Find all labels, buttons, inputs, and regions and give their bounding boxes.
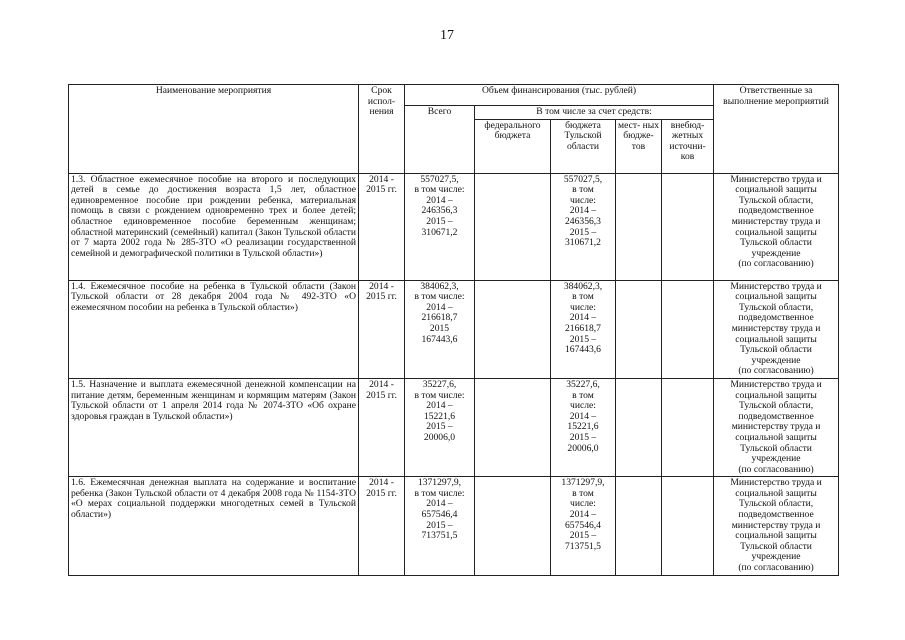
cell-responsible: Министерство труда и социальной защиты Тульской области, подведомственное министерству труда и социальной защиты Тульской области учреждение (по согласованию): [714, 477, 839, 575]
cell-extra: [662, 477, 714, 575]
cell-regional: 35227,6, в том числе: 2014 – 15221,6 2015 – 20006,0: [551, 378, 616, 476]
cell-local: [616, 280, 662, 378]
cell-extra: [662, 173, 714, 280]
cell-responsible: Министерство труда и социальной защиты Тульской области, подведомственное министерству труда и социальной защиты Тульской области учреждение (по согласованию): [714, 173, 839, 280]
header-extra: внебюд- жетных источни- ков: [662, 119, 714, 173]
cell-term: 2014 - 2015 гг.: [359, 477, 405, 575]
header-responsible: Ответственные за выполнение мероприятий: [714, 85, 839, 174]
cell-regional: 384062,3, в том числе: 2014 – 216618,7 2015 – 167443,6: [551, 280, 616, 378]
header-total: Всего: [405, 106, 475, 174]
header-funding: Объем финансирования (тыс. рублей): [405, 85, 714, 106]
cell-federal: [475, 378, 551, 476]
header-term: Срок испол- нения: [359, 85, 405, 174]
table-row: [69, 378, 839, 476]
cell-responsible: Министерство труда и социальной защиты Тульской области, подведомственное министерству труда и социальной защиты Тульской области учреждение (по согласованию): [714, 280, 839, 378]
cell-extra: [662, 378, 714, 476]
table-row: [69, 173, 839, 280]
cell-term: 2014 - 2015 гг.: [359, 280, 405, 378]
cell-federal: [475, 173, 551, 280]
cell-total: 557027,5, в том числе: 2014 – 246356,3 2015 – 310671,2: [405, 173, 475, 280]
cell-regional: 1371297,9, в том числе: 2014 – 657546,4 2015 – 713751,5: [551, 477, 616, 575]
cell-name: 1.4. Ежемесячное пособие на ребенка в Тульской области (Закон Тульской области от 28 декабря 2004 года № 492-ЗТО «О ежемесячном пособии на ребенка в Тульской области»): [69, 280, 359, 378]
cell-name: 1.5. Назначение и выплата ежемесячной денежной компенсации на питание детям, беременным женщинам и кормящим матерям (Закон Тульской области от 1 апреля 2014 года № 2074-ЗТО «Об охране здоровья граждан в Тульской области»): [69, 378, 359, 476]
cell-name: 1.3. Областное ежемесячное пособие на второго и последующих детей в семье до достижения возраста 1,5 лет, областное единовременное пособие при рождении ребенка, материальная помощь в связи с рождением одновременно трех и более детей; областное единовременное пособие беременным женщинам; областной материнский (семейный) капитал (Закон Тульской области от 7 марта 2002 года № 285-ЗТО «О реализации государственной семейной и демографической политики в Тульской области»): [69, 173, 359, 280]
cell-federal: [475, 477, 551, 575]
cell-total: 35227,6, в том числе: 2014 – 15221,6 2015 – 20006,0: [405, 378, 475, 476]
cell-local: [616, 378, 662, 476]
header-local: мест- ных бюдже- тов: [616, 119, 662, 173]
header-name: Наименование мероприятия: [69, 85, 359, 174]
funding-table: [68, 84, 839, 576]
table-row: [69, 477, 839, 575]
cell-term: 2014 - 2015 гг.: [359, 173, 405, 280]
cell-name: 1.6. Ежемесячная денежная выплата на содержание и воспитание ребенка (Закон Тульской области от 4 декабря 2008 года № 1154-ЗТО «О мерах социальной поддержки многодетных семей в Тульской области»): [69, 477, 359, 575]
cell-local: [616, 477, 662, 575]
cell-regional: 557027,5, в том числе: 2014 – 246356,3 2015 – 310671,2: [551, 173, 616, 280]
cell-extra: [662, 280, 714, 378]
cell-total: 384062,3, в том числе: 2014 – 216618,7 2015 167443,6: [405, 280, 475, 378]
cell-term: 2014 - 2015 гг.: [359, 378, 405, 476]
cell-federal: [475, 280, 551, 378]
header-regional: бюджета Тульской области: [551, 119, 616, 173]
cell-total: 1371297,9, в том числе: 2014 – 657546,4 2015 – 713751,5: [405, 477, 475, 575]
cell-responsible: Министерство труда и социальной защиты Тульской области, подведомственное министерству труда и социальной защиты Тульской области учреждение (по согласованию): [714, 378, 839, 476]
cell-local: [616, 173, 662, 280]
header-including: В том числе за счет средств:: [475, 106, 714, 120]
table-row: [69, 280, 839, 378]
page-number: 17: [440, 28, 454, 43]
header-federal: федерального бюджета: [475, 119, 551, 173]
